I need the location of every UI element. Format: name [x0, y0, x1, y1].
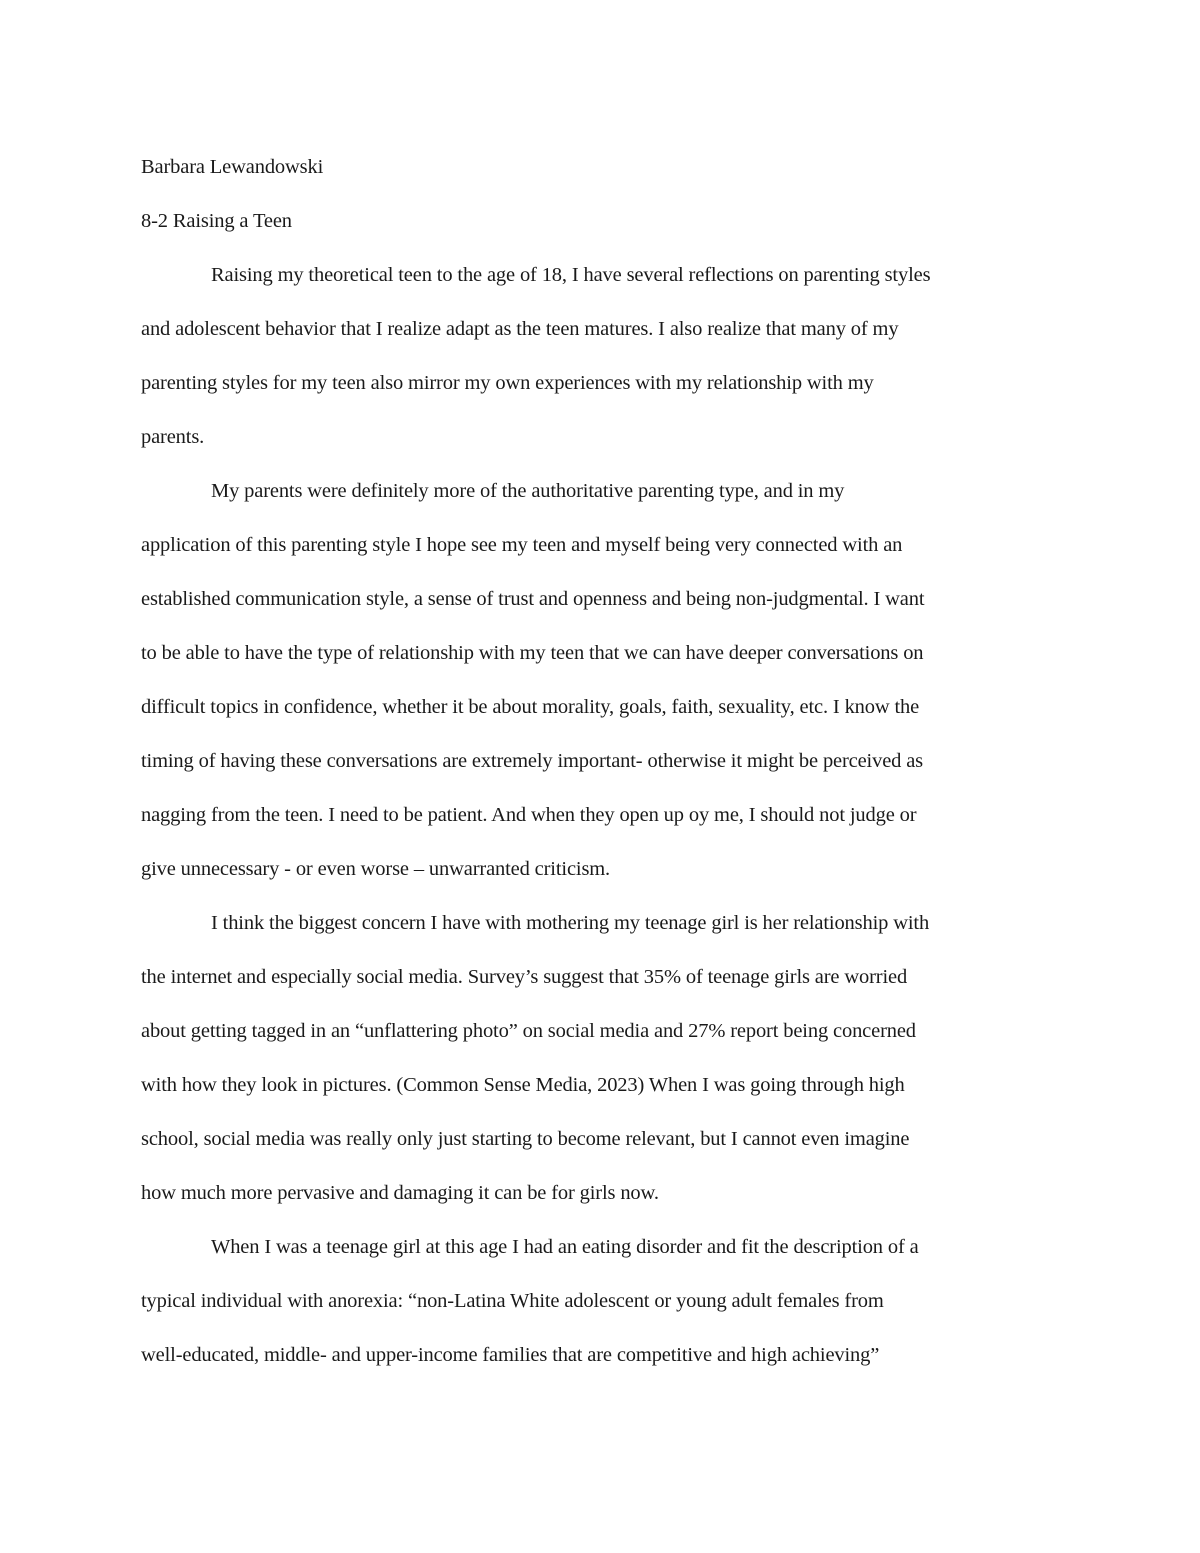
text-line: and adolescent behavior that I realize adapt as the teen matures. I also realize that many of my — [141, 318, 899, 340]
text-line: to be able to have the type of relationship with my teen that we can have deeper conversations on — [141, 642, 924, 664]
text-line: well-educated, middle- and upper-income families that are competitive and high achieving” — [141, 1344, 880, 1366]
text-line: school, social media was really only just starting to become relevant, but I cannot even imagine — [141, 1128, 910, 1150]
text-line: typical individual with anorexia: “non-Latina White adolescent or young adult females from — [141, 1290, 884, 1312]
paragraph-2 — [141, 464, 1060, 896]
assignment-title: 8-2 Raising a Teen — [141, 210, 292, 232]
text-line: I think the biggest concern I have with mothering my teenage girl is her relationship with — [211, 912, 930, 934]
text-line: Raising my theoretical teen to the age of 18, I have several reflections on parenting styles — [211, 264, 931, 286]
paragraph-3 — [141, 896, 1060, 1220]
text-line: with how they look in pictures. (Common Sense Media, 2023) When I was going through high — [141, 1074, 905, 1096]
text-line: established communication style, a sense of trust and openness and being non-judgmental. I want — [141, 588, 925, 610]
paragraph-4 — [141, 1220, 1060, 1382]
text-line: application of this parenting style I hope see my teen and myself being very connected with an — [141, 534, 903, 556]
author-name: Barbara Lewandowski — [141, 156, 324, 178]
text-line: give unnecessary - or even worse – unwarranted criticism. — [141, 858, 611, 880]
text-line: about getting tagged in an “unflattering photo” on social media and 27% report being concerned — [141, 1020, 916, 1042]
text-line: My parents were definitely more of the authoritative parenting type, and in my — [211, 480, 845, 502]
text-line: difficult topics in confidence, whether it be about morality, goals, faith, sexuality, etc. I know the — [141, 696, 920, 718]
text-line: how much more pervasive and damaging it can be for girls now. — [141, 1182, 659, 1204]
text-line: the internet and especially social media. Survey’s suggest that 35% of teenage girls are worried — [141, 966, 908, 988]
text-line: parenting styles for my teen also mirror my own experiences with my relationship with my — [141, 372, 874, 394]
paragraph-1 — [141, 248, 1060, 464]
text-line: parents. — [141, 426, 205, 448]
text-line: timing of having these conversations are extremely important- otherwise it might be perceived as — [141, 750, 924, 772]
text-line: When I was a teenage girl at this age I had an eating disorder and fit the description of a — [211, 1236, 919, 1258]
text-line: nagging from the teen. I need to be patient. And when they open up oy me, I should not judge or — [141, 804, 917, 826]
